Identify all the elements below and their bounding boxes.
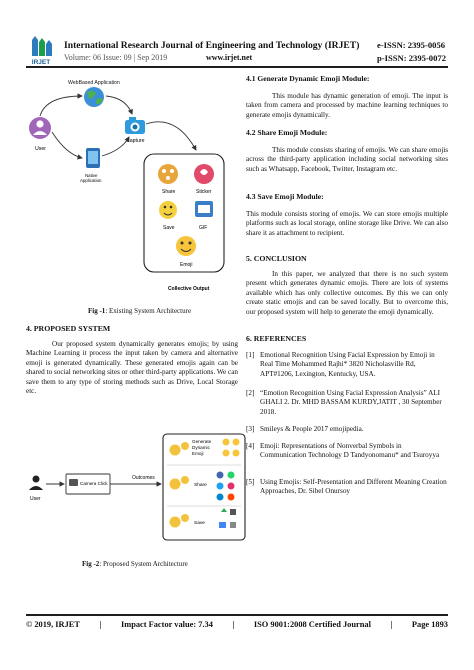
reference-item: [3] Smileys & People 2017 emojipedia. — [246, 425, 364, 433]
native-app-label-2: Application — [80, 178, 102, 183]
sticker-label: Sticker — [196, 189, 212, 195]
section-4-1-text: This module has dynamic generation of emoji. The input is taken from camera and processed by machine learning techniques to generate emojis dynamically. — [246, 92, 448, 119]
footer-iso: ISO 9001:2008 Certified Journal — [253, 620, 371, 629]
section-4-title: 4. PROPOSED SYSTEM — [26, 324, 111, 333]
gif-icon — [195, 201, 213, 217]
figure-2-proposed-architecture — [26, 432, 248, 544]
arrow-web-capture — [106, 96, 132, 114]
journal-title: International Research Journal of Engineering and Technology (IRJET) — [64, 40, 360, 51]
emoji-label: Emoji — [180, 262, 193, 268]
figure-1-existing-architecture — [26, 74, 238, 300]
save-label: Save — [194, 521, 205, 526]
footer-impact-factor: Impact Factor value: 7.34 — [120, 620, 213, 629]
camera-icon — [69, 479, 78, 486]
web-app-label: WebBased Application — [68, 80, 120, 86]
section-6-title: 6. REFERENCES — [246, 334, 307, 343]
footer-rule — [26, 614, 448, 616]
gif-label: GIF — [199, 225, 208, 231]
section-4-3-title: 4.3 Save Emoji Module: — [246, 192, 324, 201]
section-4-text: Our proposed system dynamically generates emojis; by using Machine Learning it process the input taken by camera and alternative emoji is generated dynamically. These generated emojis again can be shared to social networking sites or other third-party applications. We can save them to any type of storing methods such as Drive, Local Storage etc. — [26, 340, 238, 396]
user-icon — [29, 476, 43, 491]
share-icon — [158, 164, 178, 184]
section-4-1-title: 4.1 Generate Dynamic Emoji Module: — [246, 74, 370, 83]
arrow-user-web — [40, 96, 82, 116]
footer-separator: | — [390, 620, 393, 629]
volume-issue: Volume: 06 Issue: 09 | Sep 2019 — [64, 53, 168, 62]
share-label: Share — [194, 483, 207, 488]
generate-label-2: Dynamic — [192, 445, 210, 450]
generate-label-3: Emoji — [192, 451, 204, 456]
collective-output-label: Collective Output — [168, 286, 210, 292]
camera-click-label: Camera Click — [80, 481, 108, 486]
section-4-2-text: This module consists sharing of emojis. We can share emojis across the third-party application including social networking sites such as Whatsapp, Facebook, Twitter, Instagram etc. — [246, 146, 448, 173]
e-issn: e-ISSN: 2395-0056 — [377, 40, 446, 50]
section-4-3-text: This module consists storing of emojis. We can store emojis multiple platforms such as local storage, online storage like Drive. We can also share it as attachment to recipient. — [246, 210, 448, 237]
reference-item: [2] “Emotion Recognition Using Facial Expression Analysis” ALI GHALI 2. Dr. MHD BASSAM KURDY,JATIT , 30 September 2018. — [246, 389, 442, 416]
p-issn: p-ISSN: 2395-0072 — [377, 53, 446, 63]
reference-item: [5] Using Emojis: Self-Presentation and Different Meaning Creation Approaches, Dr. Sibel Onursoy — [246, 478, 447, 496]
user-label: User — [30, 496, 41, 502]
arrow-capture-output — [146, 122, 196, 150]
page-footer — [26, 620, 448, 629]
footer-separator: | — [232, 620, 235, 629]
native-app-label-1: Native — [85, 173, 98, 178]
figure-2-caption: Fig -2: Proposed System Architecture — [82, 560, 188, 568]
footer-separator: | — [99, 620, 102, 629]
arrow-native-capture — [102, 137, 129, 156]
globe-icon — [84, 87, 104, 107]
figure-1-caption: Fig -1: Existing System Architecture — [88, 307, 192, 315]
camera-icon — [125, 117, 145, 134]
journal-website[interactable]: www.irjet.net — [206, 53, 253, 62]
emoji-icon — [176, 236, 196, 256]
sticker-icon — [194, 164, 214, 184]
section-4-2-title: 4.2 Share Emoji Module: — [246, 128, 328, 137]
save-icon — [159, 201, 177, 219]
capture-label: Capture — [126, 138, 145, 144]
save-label: Save — [163, 225, 175, 231]
outcomes-label: Outcomes — [132, 475, 155, 481]
generate-label-1: Generate — [192, 439, 212, 444]
reference-item: [1] Emotional Recognition Using Facial Expression by Emoji in Real Time Mohammed Rajhi* 3820 Nicholasville Rd, APT#1206, Lexington, Kentucky, USA. — [246, 351, 435, 378]
user-icon — [29, 117, 51, 139]
footer-copyright: © 2019, IRJET — [26, 620, 80, 629]
arrow-user-native — [52, 132, 82, 158]
mobile-app-icon — [86, 148, 100, 168]
reference-item: [4] Emoji: Representations of Nonverbal Symbols in Communication Technology D Tandyonomanu* and Tsuroyya — [246, 442, 440, 460]
irjet-logo — [26, 34, 56, 66]
section-5-text: In this paper, we analyzed that there is no such system present which generates dynamic emojis. There are lots of systems available which has only collective outcomes. By this we can only create static emojis and can be saved locally. But to overcome this, our proposed system will help to generate the emoji dynamically. — [246, 270, 448, 316]
user-label: User — [35, 146, 46, 152]
share-label: Share — [162, 189, 176, 195]
logo-text: IRJET — [31, 59, 51, 66]
footer-page-number: Page 1893 — [411, 620, 448, 629]
header-rule — [26, 66, 448, 68]
section-5-title: 5. CONCLUSION — [246, 254, 307, 263]
